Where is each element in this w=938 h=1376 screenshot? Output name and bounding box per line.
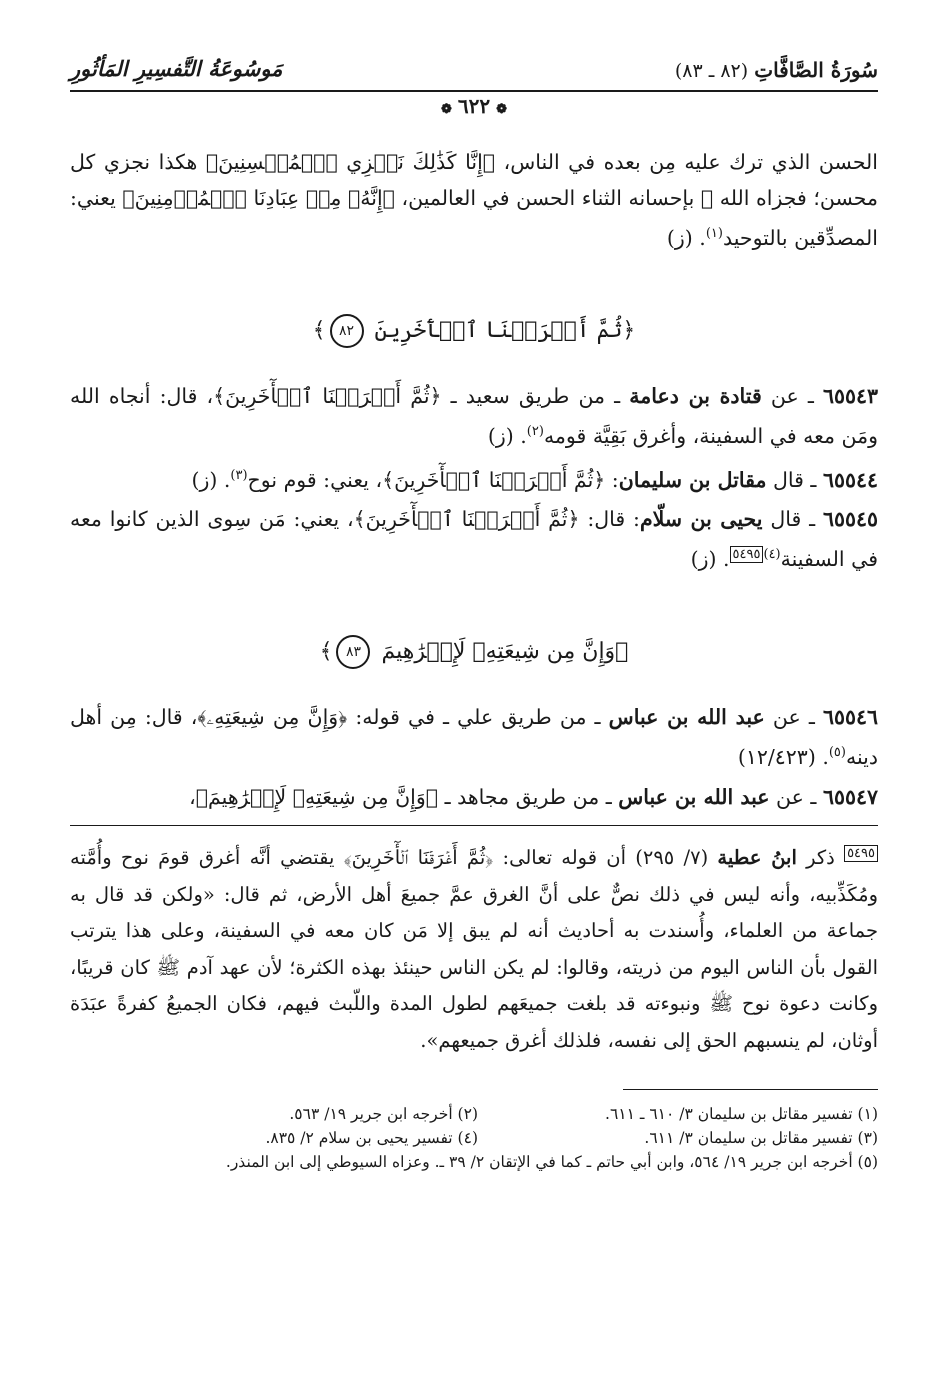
narration-text: ـ من طريق مجاهد ـ ﴿وَإِنَّ مِن شِيعَتِهِۦ لَإِبۡرَٰهِيمَ﴾، (189, 785, 619, 810)
narration-tail: . (١٢/٤٢٣) (737, 745, 829, 770)
narration-lead: ـ قال (766, 467, 823, 492)
footnote-marker: (٣) (230, 467, 248, 483)
footnote-2: (٢) أخرجه ابن جرير ١٩/ ٥٦٣. (289, 1105, 478, 1124)
footnote-marker: (١) (705, 226, 723, 241)
ayah-close-bracket: ﴾ (319, 639, 333, 665)
footnote-4: (٤) تفسير يحيى بن سلام ٢/ ٨٣٥. (265, 1129, 478, 1148)
narrator-name: عبد الله بن عباس (608, 705, 765, 730)
narration-entry (70, 779, 878, 815)
ayah-text: ﴿ثُمَّ أَغۡرَقۡنَا ٱلۡأٓخَرِينَ (374, 317, 636, 343)
ornament-left-icon: ❁ (440, 102, 452, 117)
ayah-heading-82 (70, 314, 878, 348)
footnote-5: (٥) أخرجه ابن جرير ١٩/ ٥٦٤، وابن أبي حاتم ـ كما في الإتقان ٢/ ٣٩ ـ. وعزاه السيوطي إلى ابن المنذر. (225, 1153, 878, 1172)
footnotes-divider (623, 1089, 878, 1090)
narration-tail: . (ز) (690, 547, 730, 572)
narration-lead: ـ عن (769, 785, 823, 810)
page-number: ٦٢٢ (457, 94, 491, 118)
footnote-3: (٣) تفسير مقاتل بن سليمان ٣/ ٦١١. (644, 1129, 878, 1148)
ayah-close-bracket: ﴾ (312, 317, 326, 343)
verse-range: (٨٢ ـ ٨٣) (674, 60, 749, 82)
narration-number: ٦٥٥٤٤ (822, 467, 878, 492)
narration-tail: . (ز) (487, 423, 527, 448)
header-sura (675, 58, 878, 82)
narrator-name: قتادة بن دعامة (629, 383, 762, 408)
running-header (70, 50, 878, 92)
intro-paragraph (70, 144, 878, 256)
commentary-block (70, 840, 878, 1059)
narration-number: ٦٥٥٤٣ (822, 383, 878, 408)
narration-entry (70, 699, 878, 775)
narration-text: ـ من طريق سعيد ـ ﴿ثُمَّ أَغۡرَقۡنَا ٱلۡأٓخَرِينَ﴾، قال: أنجاه الله ومَن معه في السفينة، وأغرق بَقِيَّة قومه (70, 383, 878, 448)
intro-text: الحسن الذي ترك عليه مِن بعده في الناس، ﴿إِنَّا كَذَٰلِكَ نَجۡزِي ٱلۡمُحۡسِنِينَ﴾ هكذا نجزي كل محسن؛ فجزاه الله ﷻ بإحسانه الثناء الحسن في العالمين، ﴿إِنَّهُۥ مِنۡ عِبَادِنَا ٱلۡمُؤۡمِنِينَ﴾ يعني: المصدِّقين بالتوحيد (70, 150, 878, 250)
narration-number: ٦٥٥٤٥ (822, 507, 878, 532)
commentary-ref-box: ٥٤٩٥ (844, 845, 878, 862)
entries-ayah-82 (70, 378, 878, 577)
narration-number: ٦٥٥٤٧ (822, 785, 878, 810)
commentary-divider (70, 825, 878, 826)
page (70, 50, 878, 1350)
narration-text: ـ من طريق علي ـ في قوله: ﴿وَإِنَّ مِن شِيعَتِهِۦ﴾، قال: مِن أهل دينه (70, 705, 878, 770)
footnote-marker: (٥) (828, 745, 846, 761)
commentary-ref-box[interactable]: ٥٤٩٥ (730, 546, 764, 563)
footnote-marker: (٢) (526, 423, 544, 439)
entries-ayah-83 (70, 699, 878, 815)
ayah-number-marker: ٨٣ (336, 635, 370, 669)
narration-text: : قال: ﴿ثُمَّ أَغۡرَقۡنَا ٱلۡأٓخَرِينَ﴾، يعني: مَن سِوى الذين كانوا معه في السفينة (70, 507, 878, 572)
footnote-row (70, 1126, 878, 1150)
narration-number: ٦٥٥٤٦ (822, 705, 878, 730)
narrator-name: عبد الله بن عباس (618, 785, 770, 810)
commentary-text: (٧/ ٢٩٥) أن قوله تعالى: ﴿ثُمَّ أَغۡرَقۡنَا ٱلۡأٓخَرِينَ﴾ يقتضي أنَّه أغرق قومَ نوح وأُمَّته ومُكَذِّبيه، وأنه ليس في ذلك نصٌّ على أنَّ الغرق عمَّ جميعَ أهل الأرض، ثم قال: «ولكن قد قال به جماعة من العلماء، وأُسندت به أحاديث أنه لم يبق إلا مَن كان معه في السفينة، وعلى هذا يترتب القول بأن الناس اليوم من ذريته، وقالوا: لم يكن الناس حينئذ بهذه الكثرة؛ لأن عهد آدم ﷺ كان قريبًا، وكانت دعوة نوح ﷺ ونبوءته قد بلغت جميعَهم لطول المدة واللّبث فيهم، فكان الجميعُ كفرةً عبَدَة أوثان، لم ينسبهم الحق إلى نفسه، فلذلك أغرق جميعهم». (70, 846, 878, 1052)
footnote-row (70, 1102, 878, 1126)
narration-lead: ـ قال (762, 507, 823, 532)
book-title: مَوسُوعَةُ التَّفسِيرِ المَأثُورِ (70, 56, 283, 81)
narration-lead: ـ عن (764, 705, 823, 730)
footnote-marker: (٤) (763, 547, 781, 563)
sura-title: سُورَةُ الصَّافَّاتِ (754, 58, 878, 82)
narration-entry (70, 458, 878, 498)
footnote-1: (١) تفسير مقاتل بن سليمان ٣/ ٦١٠ ـ ٦١١. (605, 1105, 878, 1124)
narration-text: : ﴿ثُمَّ أَغۡرَقۡنَا ٱلۡأٓخَرِينَ﴾، يعني: قوم نوح (247, 467, 619, 492)
narration-tail: . (ز) (191, 467, 231, 492)
ayah-heading-83 (70, 635, 878, 669)
narration-lead: ـ عن (761, 383, 823, 408)
ayah-number-marker: ٨٢ (330, 314, 364, 348)
ayah-text: ﴿وَإِنَّ مِن شِيعَتِهِۦ لَإِبۡرَٰهِيمَ (381, 639, 629, 665)
footnotes (70, 1102, 878, 1174)
narrator-name: يحيى بن سلّام (639, 507, 763, 532)
narrator-name: مقاتل بن سليمان (618, 467, 767, 492)
intro-tail: . (ز) (666, 225, 706, 250)
page-number-line (435, 94, 513, 118)
ornament-right-icon: ❁ (496, 102, 508, 117)
narration-entry (70, 501, 878, 577)
commentator-name: ابنُ عطية (717, 846, 797, 870)
narration-entry (70, 378, 878, 454)
commentary-lead: ذكر (796, 846, 845, 870)
